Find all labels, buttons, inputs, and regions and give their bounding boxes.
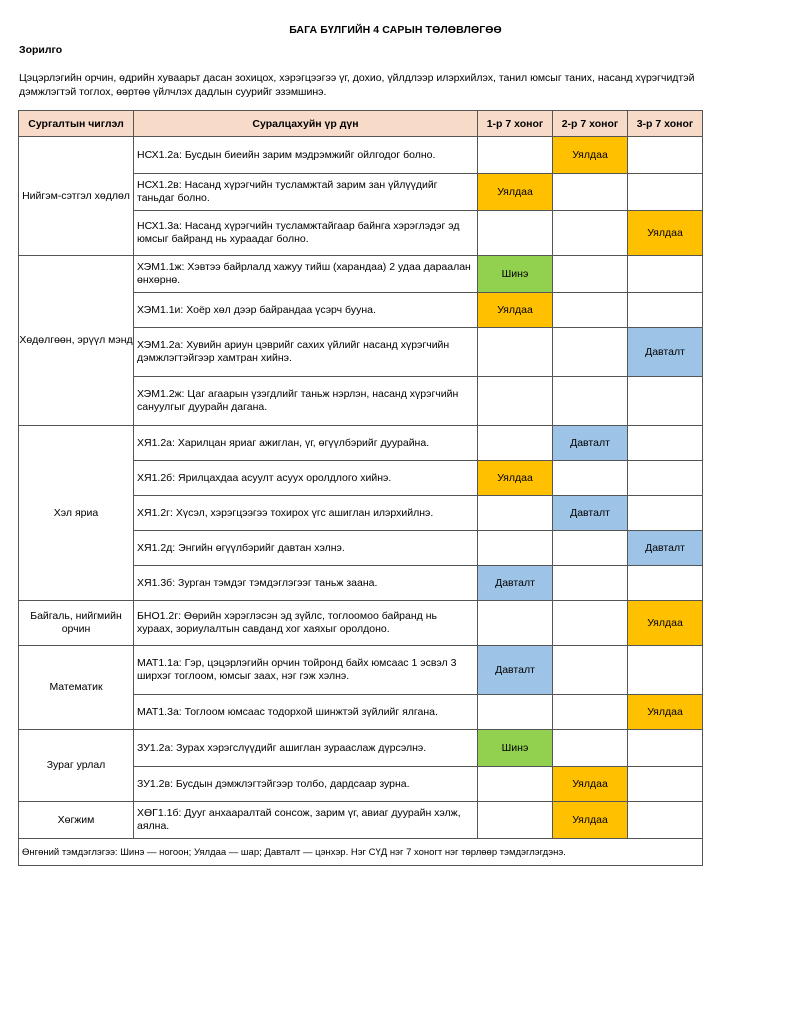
outcome-cell: ХЯ1.2а: Харилцан яриаг ажиглан, үг, өгүүлбэрийг дуурайна. [134,426,478,461]
week-2-cell [553,328,628,377]
page-title: БАГА БҮЛГИЙН 4 САРЫН ТӨЛӨВЛӨГӨӨ [289,24,502,36]
week-2-cell [553,646,628,695]
week-3-cell [628,646,703,695]
outcome-cell: НСХ1.2а: Бусдын биеийн зарим мэдрэмжийг ойлгодог болно. [134,137,478,174]
week-3-cell [628,566,703,601]
table-row [19,426,703,461]
col-header-outcome: Суралцахуйн үр дүн [134,111,478,137]
week-2-cell [553,293,628,328]
outcome-cell: ЗУ1.2в: Бусдын дэмжлэгтэйгээр толбо, дардсаар зурна. [134,767,478,802]
outcome-cell: ХЭМ1.2ж: Цаг агаарын үзэгдлийг таньж нэрлэн, насанд хүрэгчийн сануулгыг дуурайн дагана. [134,377,478,426]
area-cell: Байгаль, нийгмийн орчин [19,601,134,646]
outcome-cell: ЗУ1.2а: Зурах хэрэгслүүдийг ашиглан зураaслаж дүрсэлнэ. [134,730,478,767]
area-cell: Хэл яриа [19,426,134,601]
outcome-cell: БНО1.2г: Өөрийн хэрэглэсэн эд зүйлс, тоглоомоо байранд нь хураах, зориулалтын савданд хог хаяхыг оролдоно. [134,601,478,646]
week-1-cell [478,496,553,531]
outcome-cell: НСХ1.2в: Насанд хүрэгчийн тусламжтай зарим зан үйлүүдийг таньдаг болно. [134,174,478,211]
week-1-cell: Шинэ [478,256,553,293]
week-3-cell: Уялдаа [628,695,703,730]
table-header-row [19,111,703,137]
outcome-cell: МАТ1.1а: Гэр, цэцэрлэгийн орчин тойронд байх юмсаас 1 эсвэл 3 ширхэг тоглоом, юмсыг заах, нэг гэж хэлнэ. [134,646,478,695]
week-3-cell [628,174,703,211]
week-1-cell [478,377,553,426]
week-3-cell [628,767,703,802]
week-1-cell [478,137,553,174]
week-3-cell: Уялдаа [628,211,703,256]
week-1-cell: Уялдаа [478,174,553,211]
legend-row [19,839,703,866]
week-1-cell: Давталт [478,646,553,695]
outcome-cell: ХЭМ1.1ж: Хэвтээ байрлалд хажуу тийш (харандаа) 2 удаа дараалан өнхөрнө. [134,256,478,293]
area-cell: Хөдөлгөөн, эрүүл мэнд [19,256,134,426]
outcome-cell: ХЯ1.2г: Хүсэл, хэрэгцээгээ тохирох үгс ашиглан илэрхийлнэ. [134,496,478,531]
outcome-cell: НСХ1.3а: Насанд хүрэгчийн тусламжтайгаар байнга хэрэглэдэг эд юмсыг байранд нь хураадаг болно. [134,211,478,256]
col-header-week-3: 3-р 7 хоног [628,111,703,137]
week-2-cell [553,566,628,601]
week-1-cell [478,211,553,256]
week-2-cell [553,211,628,256]
week-1-cell: Уялдаа [478,293,553,328]
goal-heading: Зорилго [19,44,63,56]
col-header-week-2: 2-р 7 хоног [553,111,628,137]
color-legend: Өнгөний тэмдэглэгээ: Шинэ — ногоон; Уялдаа — шар; Давталт — цэнхэр. Нэг СҮД нэг 7 хоногт нэг төрлөөр тэмдэглэгдэнэ. [19,839,703,866]
week-2-cell [553,601,628,646]
week-1-cell [478,328,553,377]
week-2-cell [553,174,628,211]
week-3-cell [628,137,703,174]
week-3-cell: Давталт [628,531,703,566]
week-1-cell [478,802,553,839]
table-row [19,256,703,293]
outcome-cell: ХӨГ1.1б: Дууг анхааралтай сонсож, зарим үг, авиаг дуурайн хэлж, аялна. [134,802,478,839]
col-header-week-1: 1-р 7 хоног [478,111,553,137]
week-1-cell [478,601,553,646]
outcome-cell: ХЯ1.3б: Зурган тэмдэг тэмдэглэгээг таньж заана. [134,566,478,601]
table-row [19,646,703,695]
week-1-cell [478,426,553,461]
week-2-cell [553,256,628,293]
week-2-cell: Давталт [553,426,628,461]
week-3-cell [628,496,703,531]
week-2-cell: Уялдаа [553,802,628,839]
plan-table [18,110,703,866]
week-3-cell [628,461,703,496]
week-1-cell: Уялдаа [478,461,553,496]
week-2-cell: Уялдаа [553,137,628,174]
week-2-cell [553,730,628,767]
week-2-cell [553,377,628,426]
week-1-cell [478,767,553,802]
week-3-cell [628,256,703,293]
table-row [19,802,703,839]
week-3-cell [628,377,703,426]
week-2-cell [553,461,628,496]
area-cell: Хөгжим [19,802,134,839]
col-header-area: Сургалтын чиглэл [19,111,134,137]
week-1-cell [478,695,553,730]
area-cell: Нийгэм-сэтгэл хөдлөл [19,137,134,256]
outcome-cell: МАТ1.3а: Тоглоом юмсаас тодорхой шинжтэй зүйлийг ялгана. [134,695,478,730]
week-3-cell [628,293,703,328]
week-3-cell: Уялдаа [628,601,703,646]
table-row [19,137,703,174]
outcome-cell: ХЯ1.2б: Ярилцахдаа асуулт асуух оролдлого хийнэ. [134,461,478,496]
area-cell: Математик [19,646,134,730]
week-3-cell [628,426,703,461]
table-row [19,730,703,767]
area-cell: Зураг урлал [19,730,134,802]
week-2-cell [553,531,628,566]
table-row [19,601,703,646]
week-3-cell [628,802,703,839]
outcome-cell: ХЭМ1.2а: Хувийн ариун цэврийг сахих үйлийг насанд хүрэгчийн дэмжлэгтэйгээр хамтран хийнэ. [134,328,478,377]
outcome-cell: ХЯ1.2д: Энгийн өгүүлбэрийг давтан хэлнэ. [134,531,478,566]
week-1-cell: Шинэ [478,730,553,767]
outcome-cell: ХЭМ1.1и: Хоёр хөл дээр байрандаа үсэрч бууна. [134,293,478,328]
week-2-cell: Уялдаа [553,767,628,802]
week-2-cell [553,695,628,730]
week-1-cell [478,531,553,566]
week-3-cell [628,730,703,767]
week-3-cell: Давталт [628,328,703,377]
goal-text: Цэцэрлэгийн орчин, өдрийн хуваарьт дасан зохицох, хэрэгцээгээ үг, дохио, үйлдлээр илэрхийлэх, танил юмсыг таних, насанд хүрэгчидтэй дэмжлэгтэй тоглох, өөртөө үйлчлэх дадлын суурийг эзэмшинэ. [19,72,695,98]
week-1-cell: Давталт [478,566,553,601]
week-2-cell: Давталт [553,496,628,531]
